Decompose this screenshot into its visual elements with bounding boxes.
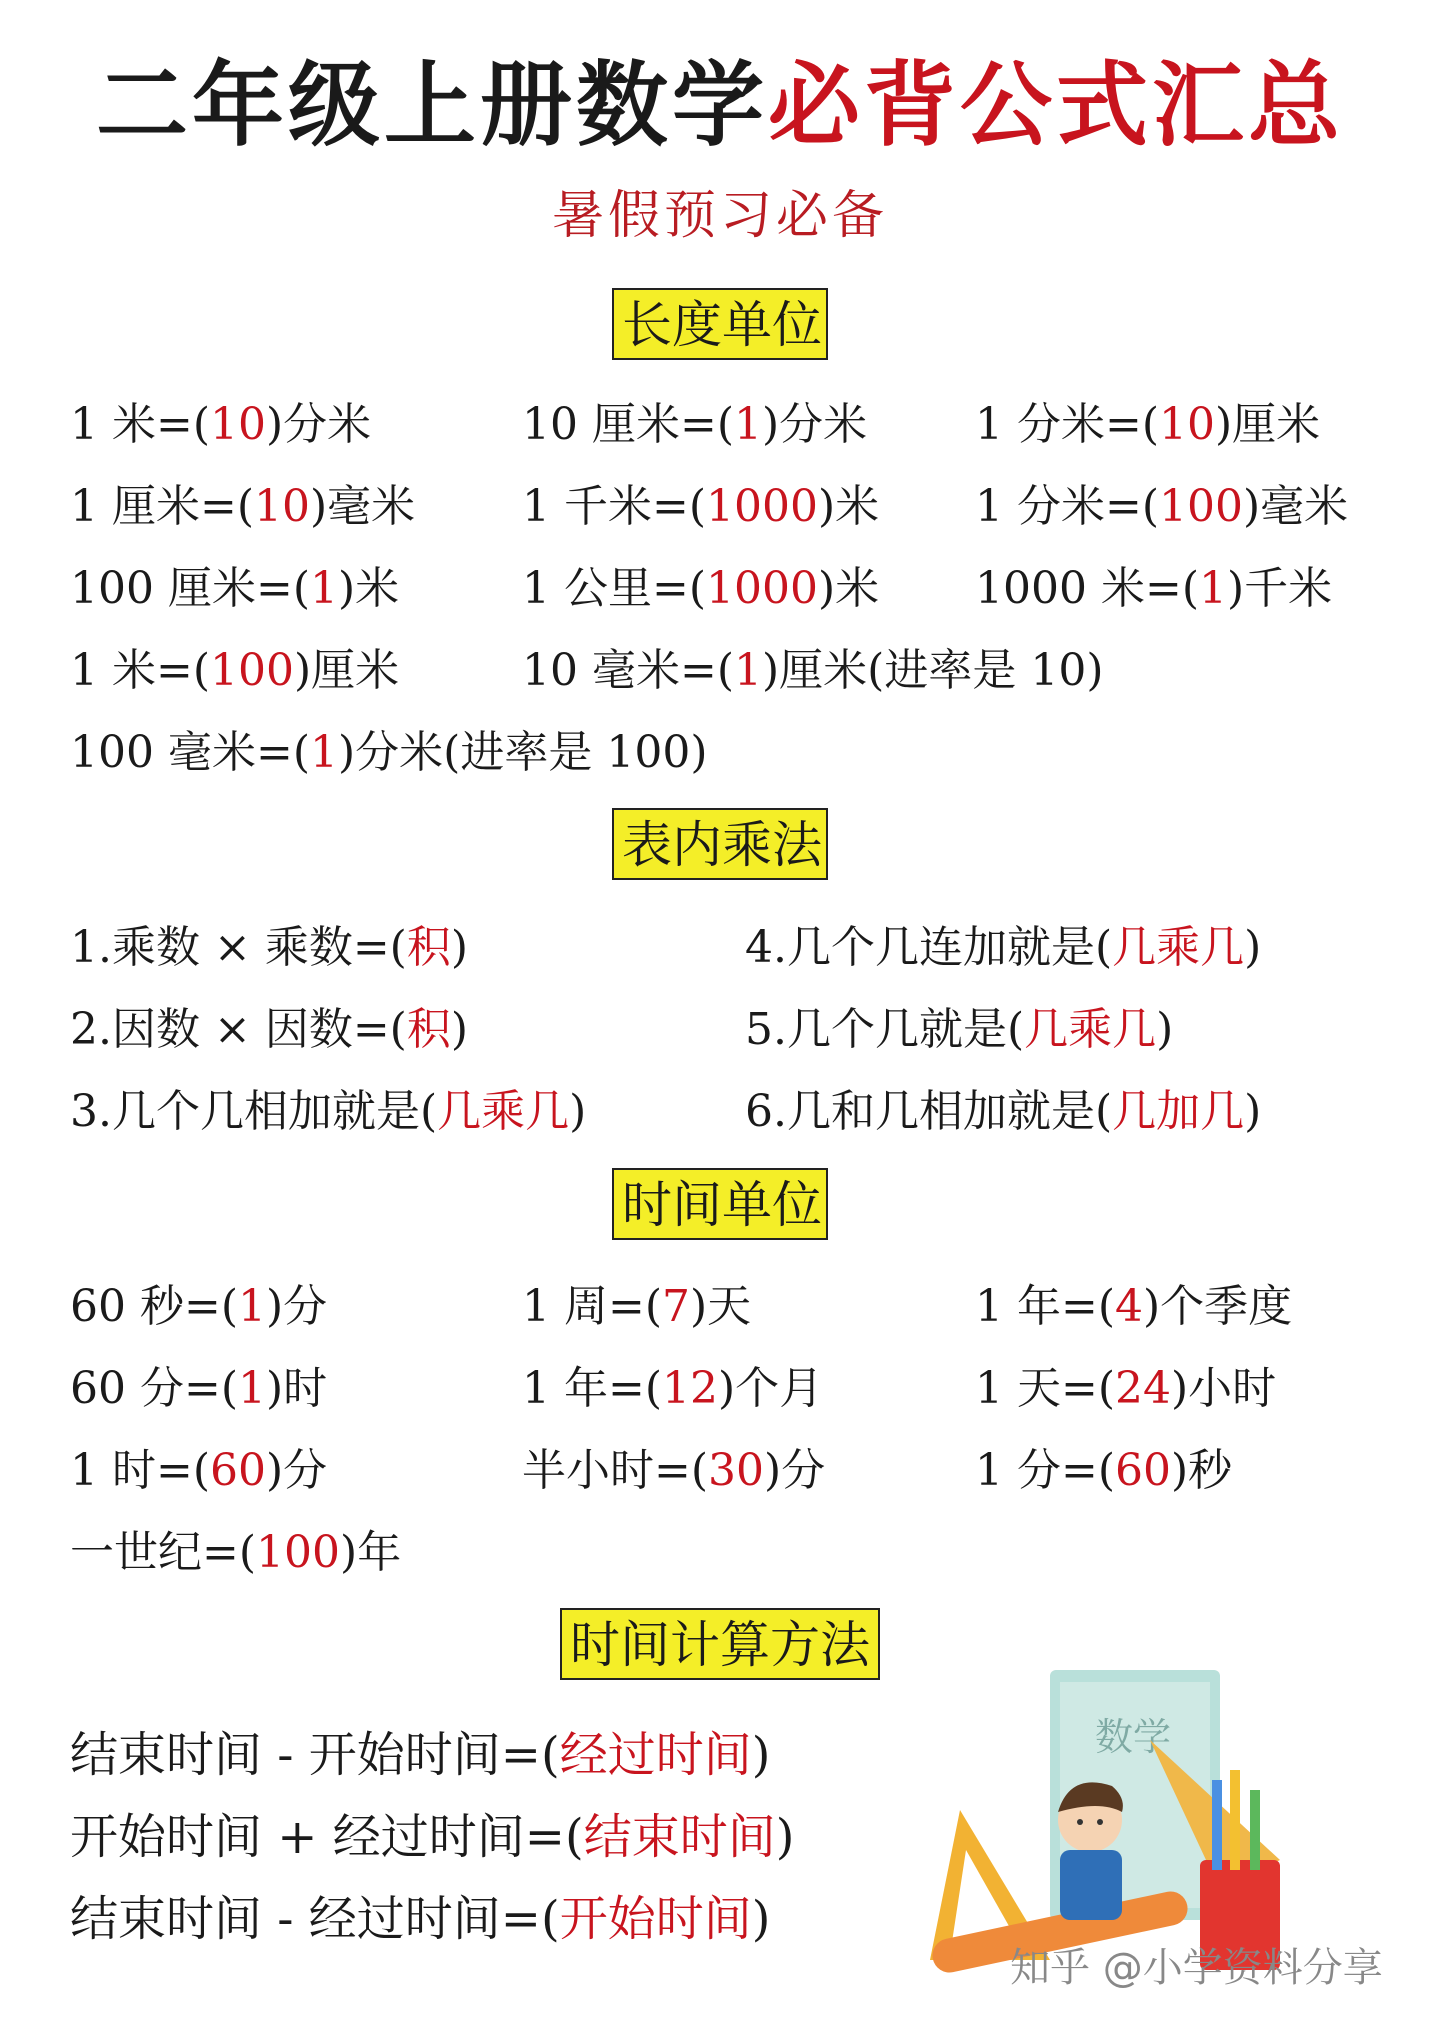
- section-label-time-calc: 时间计算方法: [560, 1608, 880, 1680]
- formula-text: 1 年=(: [975, 1281, 1116, 1332]
- formula-text: )米: [818, 563, 880, 614]
- formula-row: [0, 1441, 1440, 1501]
- formula-answer: 10: [1159, 399, 1216, 450]
- formula-answer: 1000: [706, 481, 818, 532]
- formula-text: )分: [764, 1445, 826, 1496]
- book-label: 数学: [1095, 1715, 1172, 1759]
- formula-text: ): [1156, 1004, 1174, 1055]
- formula-item: [70, 918, 468, 978]
- formula-item: [522, 641, 1104, 701]
- formula-item: [70, 1359, 327, 1419]
- formula-item: [975, 559, 1332, 619]
- formula-text: 10 厘米=(: [522, 399, 735, 450]
- formula-item: [70, 641, 399, 701]
- formula-text: )分米: [762, 399, 868, 450]
- formula-item: [70, 1277, 327, 1337]
- formula-text: 6.几和几相加就是(: [745, 1086, 1113, 1137]
- formula-text: 4.几个几连加就是(: [745, 922, 1113, 973]
- formula-item: [70, 1523, 401, 1583]
- formula-answer: 24: [1115, 1363, 1172, 1414]
- formula-answer: 几乘几: [1112, 922, 1245, 973]
- formula-text: )分米: [266, 399, 372, 450]
- formula-text: )年: [340, 1527, 402, 1578]
- formula-item: [70, 1000, 468, 1060]
- formula-answer: 几乘几: [437, 1086, 570, 1137]
- student-body: [1060, 1850, 1122, 1920]
- formula-answer: 100: [210, 645, 294, 696]
- formula-answer: 几乘几: [1024, 1004, 1157, 1055]
- formula-text: 2.因数 × 因数=(: [70, 1004, 407, 1055]
- formula-answer: 100: [256, 1527, 341, 1578]
- formula-row: [0, 1523, 1440, 1583]
- formula-item: [70, 723, 707, 783]
- formula-text: )米: [338, 563, 400, 614]
- formula-answer: 开始时间: [559, 1891, 752, 1947]
- formula-answer: 1: [238, 1363, 267, 1414]
- formula-text: 3.几个几相加就是(: [70, 1086, 438, 1137]
- formula-text: 1 分米=(: [975, 481, 1160, 532]
- formula-text: ): [751, 1727, 771, 1783]
- formula-item: [522, 477, 879, 537]
- formula-answer: 4: [1115, 1281, 1144, 1332]
- formula-answer: 几加几: [1112, 1086, 1245, 1137]
- formula-item: [522, 1359, 823, 1419]
- watermark: 知乎 @小学资料分享: [1010, 1945, 1383, 1991]
- formula-text: 100 厘米=(: [70, 563, 311, 614]
- formula-item: [70, 477, 415, 537]
- formula-text: ): [450, 1004, 469, 1055]
- formula-item: [745, 1082, 1261, 1142]
- formula-answer: 1: [734, 645, 763, 696]
- formula-text: )分米(进率是 100): [338, 727, 708, 778]
- formula-item: [522, 1277, 751, 1337]
- formula-answer: 1: [310, 563, 339, 614]
- formula-text: )小时: [1171, 1363, 1277, 1414]
- page-subtitle: 暑假预习必备: [551, 186, 888, 246]
- formula-item: [522, 395, 867, 455]
- formula-answer: 60: [1115, 1445, 1172, 1496]
- page-title: [0, 52, 1440, 159]
- formula-text: )个季度: [1143, 1281, 1293, 1332]
- formula-text: 1000 米=(: [975, 563, 1199, 614]
- student-eye-right: [1097, 1819, 1103, 1825]
- formula-answer: 1: [734, 399, 763, 450]
- pencil-yellow: [1230, 1770, 1240, 1870]
- formula-text: 1 周=(: [522, 1281, 663, 1332]
- formula-text: 1 年=(: [522, 1363, 663, 1414]
- formula-row: [0, 395, 1440, 455]
- formula-item: [975, 1359, 1276, 1419]
- formula-text: 半小时=(: [522, 1445, 709, 1496]
- formula-text: )分: [266, 1445, 328, 1496]
- section-label-length: 长度单位: [612, 288, 828, 360]
- formula-item: [745, 918, 1261, 978]
- formula-row: [0, 641, 1440, 701]
- formula-text: 60 分=(: [70, 1363, 239, 1414]
- formula-text: )毫米: [1243, 481, 1349, 532]
- formula-row: [0, 477, 1440, 537]
- formula-row: [0, 723, 1440, 783]
- calc-formula-row: [70, 1884, 770, 1954]
- formula-text: 结束时间 - 经过时间=(: [70, 1891, 560, 1947]
- formula-answer: 30: [708, 1445, 765, 1496]
- formula-text: ): [1244, 1086, 1262, 1137]
- section-label-multiplication: 表内乘法: [612, 808, 828, 880]
- title-black-part: 二年级上册数学: [95, 52, 768, 159]
- student-math-illustration: [900, 1660, 1340, 1980]
- pencil-green: [1250, 1790, 1260, 1870]
- formula-item: [975, 1441, 1232, 1501]
- formula-row: [0, 1277, 1440, 1337]
- formula-answer: 1000: [706, 563, 818, 614]
- formula-text: 5.几个几就是(: [745, 1004, 1025, 1055]
- formula-item: [745, 1000, 1173, 1060]
- formula-text: )时: [266, 1363, 328, 1414]
- formula-text: )厘米: [1215, 399, 1321, 450]
- formula-text: )米: [818, 481, 880, 532]
- formula-row: [0, 918, 1440, 978]
- formula-text: )厘米: [294, 645, 400, 696]
- formula-answer: 经过时间: [559, 1727, 752, 1783]
- formula-text: )天: [690, 1281, 752, 1332]
- formula-answer: 1: [1199, 563, 1227, 614]
- formula-answer: 12: [662, 1363, 719, 1414]
- formula-text: )千米: [1227, 563, 1333, 614]
- formula-text: 10 毫米=(: [522, 645, 735, 696]
- formula-text: ): [1244, 922, 1262, 973]
- formula-text: )个月: [718, 1363, 824, 1414]
- formula-item: [70, 559, 399, 619]
- formula-text: 1 分米=(: [975, 399, 1160, 450]
- formula-text: ): [569, 1086, 587, 1137]
- formula-text: 1.乘数 × 乘数=(: [70, 922, 407, 973]
- formula-text: 开始时间 + 经过时间=(: [70, 1809, 584, 1865]
- formula-text: 100 毫米=(: [70, 727, 311, 778]
- formula-answer: 积: [406, 922, 451, 973]
- calc-formula-row: [70, 1720, 770, 1790]
- formula-item: [975, 1277, 1292, 1337]
- calc-formula-row: [70, 1802, 794, 1872]
- formula-text: 1 公里=(: [522, 563, 707, 614]
- formula-answer: 积: [406, 1004, 451, 1055]
- formula-text: 1 天=(: [975, 1363, 1116, 1414]
- formula-answer: 60: [210, 1445, 267, 1496]
- formula-item: [70, 1082, 586, 1142]
- formula-text: )厘米(进率是 10): [762, 645, 1104, 696]
- formula-item: [70, 395, 371, 455]
- formula-answer: 10: [254, 481, 311, 532]
- pencil-blue: [1212, 1780, 1222, 1870]
- formula-answer: 1: [238, 1281, 267, 1332]
- formula-text: ): [450, 922, 469, 973]
- formula-text: 1 厘米=(: [70, 481, 255, 532]
- formula-row: [0, 1000, 1440, 1060]
- student-eye-left: [1077, 1819, 1083, 1825]
- formula-text: ): [775, 1809, 795, 1865]
- formula-answer: 100: [1159, 481, 1243, 532]
- section-label-time: 时间单位: [612, 1168, 828, 1240]
- formula-text: )毫米: [310, 481, 416, 532]
- formula-text: 1 时=(: [70, 1445, 211, 1496]
- formula-answer: 结束时间: [583, 1809, 776, 1865]
- formula-item: [522, 559, 879, 619]
- formula-item: [522, 1441, 825, 1501]
- formula-item: [975, 477, 1348, 537]
- formula-text: ): [751, 1891, 771, 1947]
- formula-text: 1 分=(: [975, 1445, 1116, 1496]
- formula-row: [0, 1359, 1440, 1419]
- formula-text: 结束时间 - 开始时间=(: [70, 1727, 560, 1783]
- formula-text: 1 米=(: [70, 399, 211, 450]
- formula-text: 1 米=(: [70, 645, 211, 696]
- formula-text: 一世纪=(: [70, 1527, 257, 1578]
- formula-text: )秒: [1171, 1445, 1233, 1496]
- formula-answer: 10: [210, 399, 267, 450]
- formula-item: [70, 1441, 327, 1501]
- formula-text: 60 秒=(: [70, 1281, 239, 1332]
- formula-answer: 7: [662, 1281, 691, 1332]
- title-red-part: 必背公式汇总: [768, 52, 1345, 159]
- formula-text: 1 千米=(: [522, 481, 707, 532]
- formula-text: )分: [266, 1281, 328, 1332]
- formula-row: [0, 559, 1440, 619]
- formula-row: [0, 1082, 1440, 1142]
- formula-item: [975, 395, 1320, 455]
- formula-answer: 1: [310, 727, 339, 778]
